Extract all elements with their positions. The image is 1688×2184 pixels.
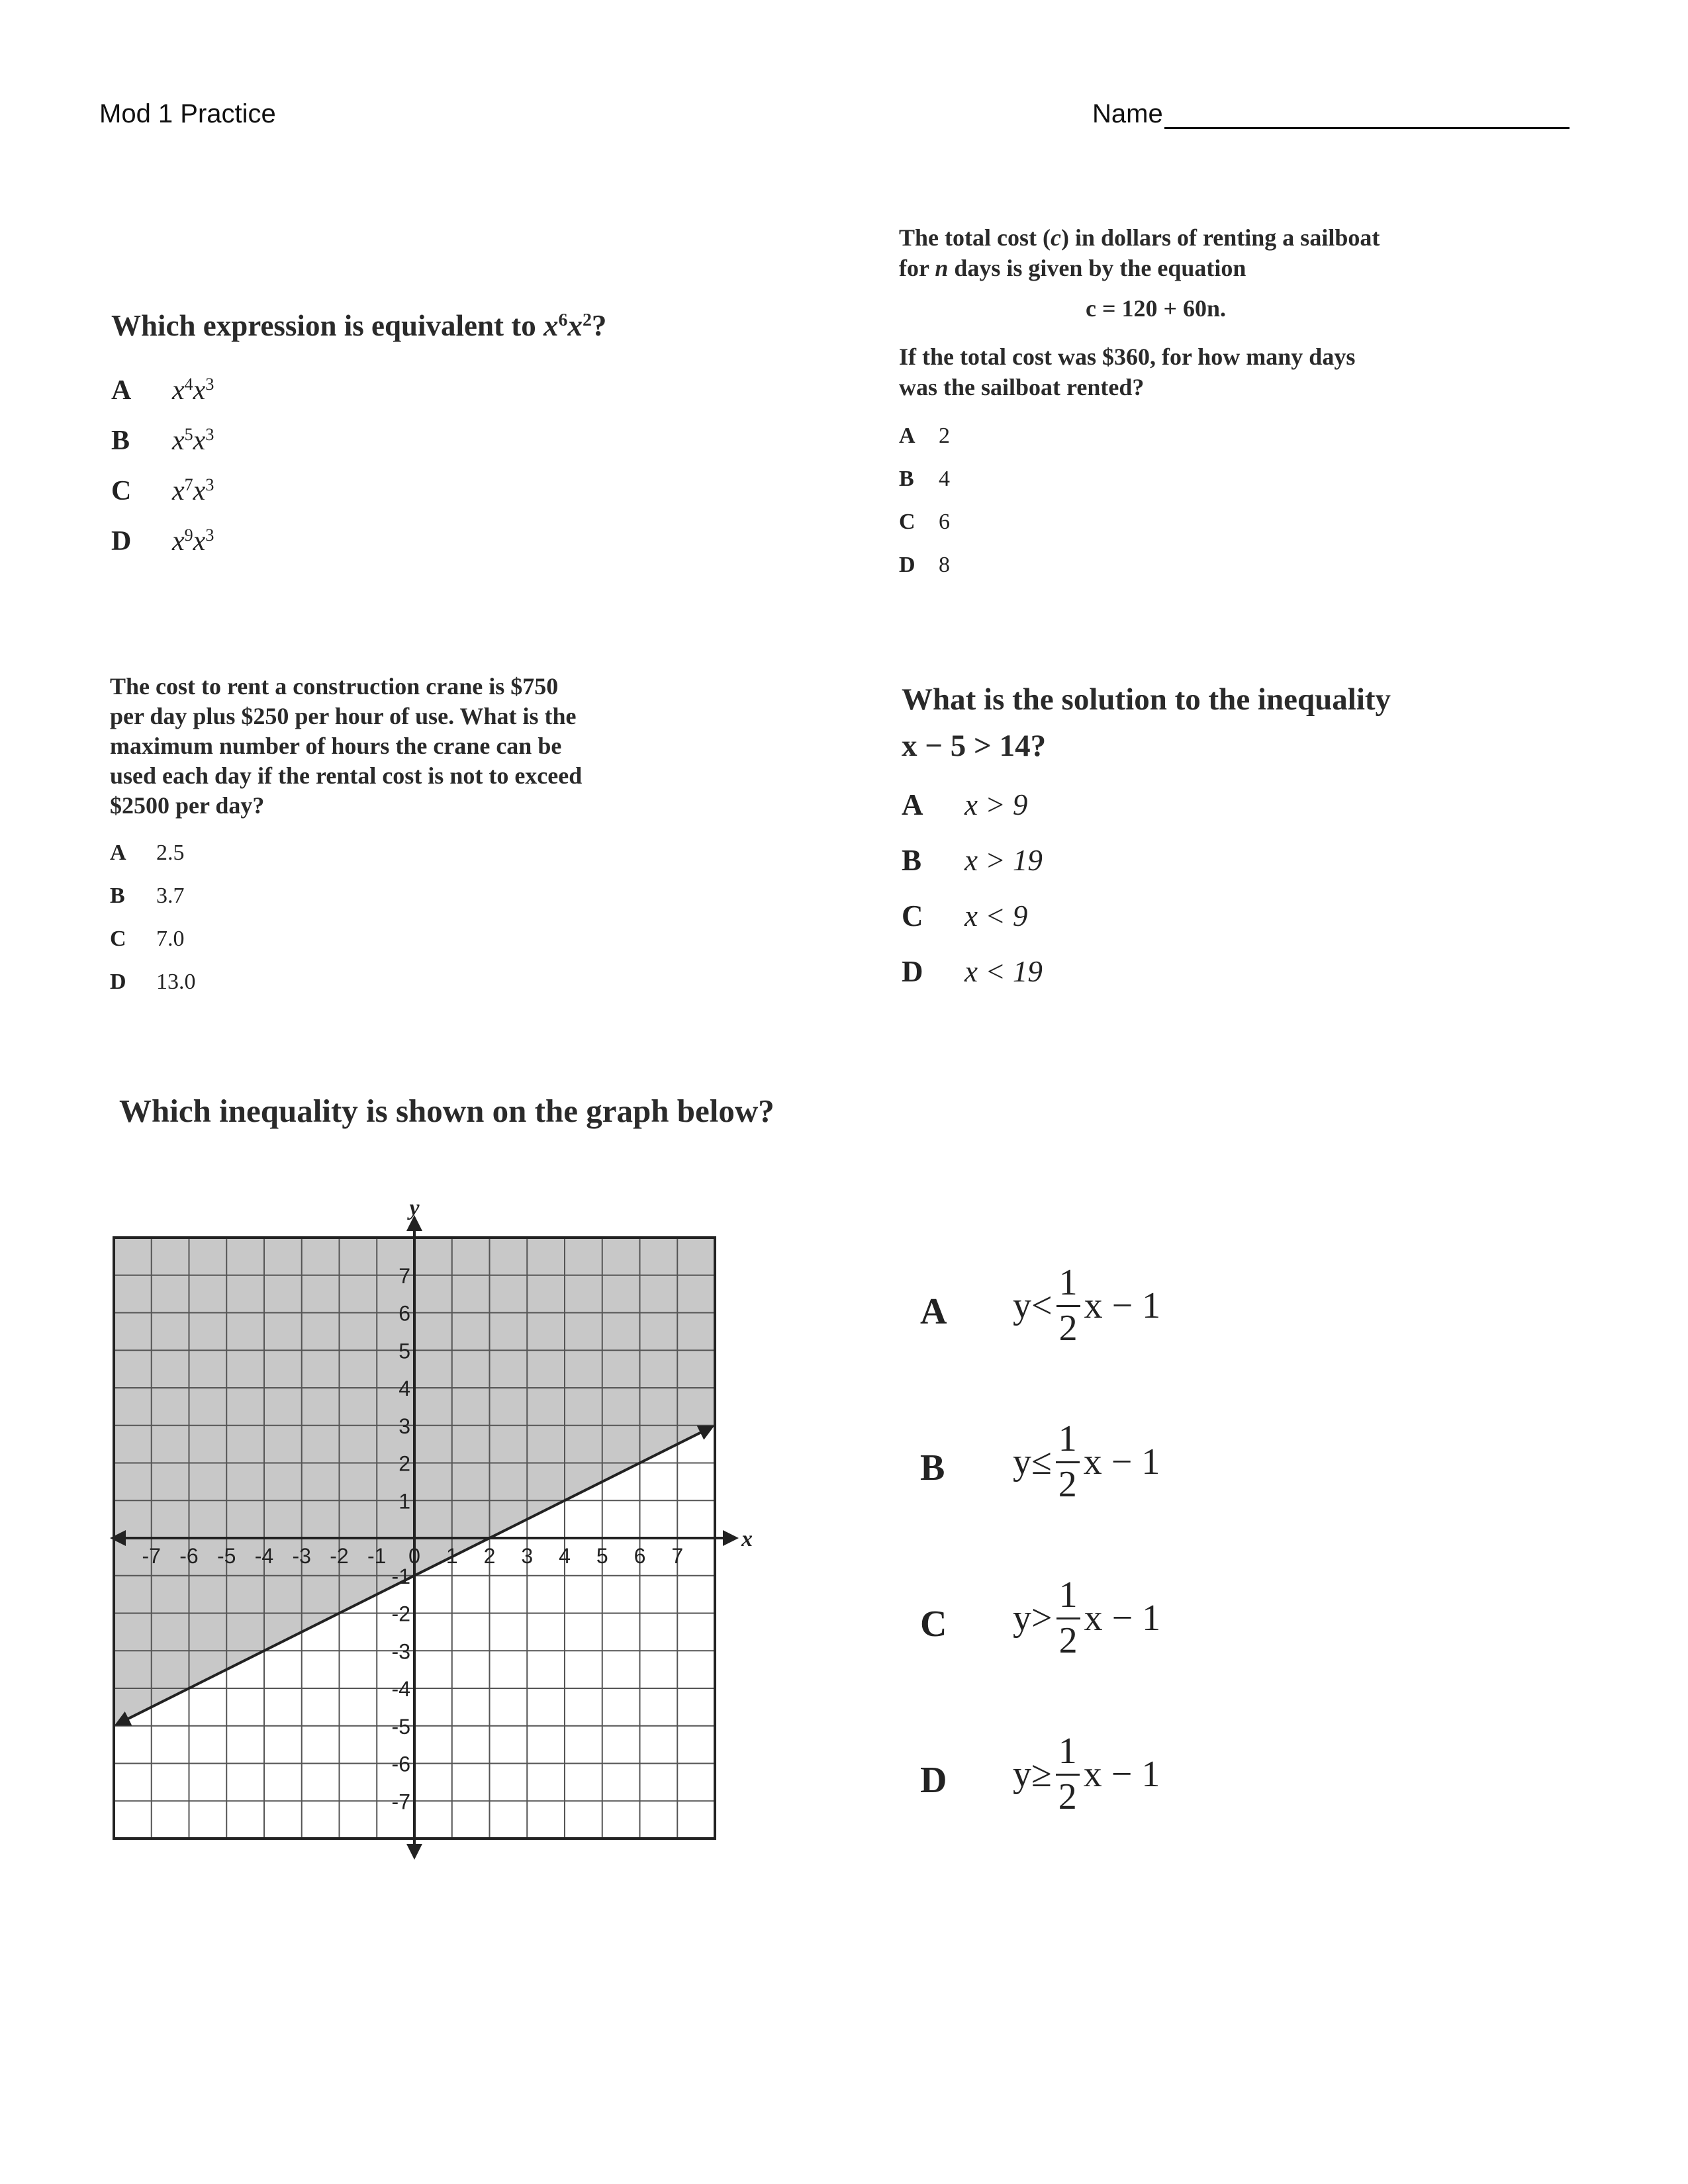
y-tick-label: -1 <box>391 1564 410 1588</box>
choice-letter: B <box>902 844 922 877</box>
question-2-options <box>899 424 950 596</box>
x-tick-label: -5 <box>217 1544 236 1568</box>
answer-choice[interactable] <box>920 1420 1160 1576</box>
answer-choice[interactable] <box>110 884 196 927</box>
answer-choice[interactable] <box>902 954 1043 1010</box>
choice-letter: D <box>920 1760 947 1801</box>
x-tick-label: 0 <box>408 1544 420 1568</box>
choice-letter: B <box>110 884 125 908</box>
choice-expression: $x^9x^3$ <box>172 525 214 557</box>
y-tick-label: -4 <box>391 1677 410 1701</box>
fraction: $\frac{1}{2}$ <box>1056 1420 1080 1503</box>
choice-value: 4 <box>939 467 950 491</box>
answer-choice[interactable] <box>902 788 1043 843</box>
x-tick-label: 7 <box>671 1544 684 1568</box>
stem-line: maximum number of hours the crane can be <box>110 733 562 759</box>
choice-inequality: y> $\frac{1}{2}$ x − 1 <box>1013 1574 1161 1661</box>
stem-line: per day plus $250 per hour of use. What is the <box>110 703 577 729</box>
choice-letter: C <box>902 899 923 933</box>
choice-expression: $x^7x^3$ <box>172 475 214 506</box>
choice-inequality: y< $\frac{1}{2}$ x − 1 <box>1013 1262 1161 1349</box>
question-4-options <box>902 788 1043 1010</box>
answer-choice[interactable] <box>111 375 214 425</box>
answer-choice[interactable] <box>899 424 950 467</box>
y-tick-label: 2 <box>399 1451 410 1476</box>
answer-choice[interactable] <box>902 899 1043 954</box>
choice-value: x > 9 <box>964 788 1028 821</box>
y-tick-label: 4 <box>399 1377 410 1400</box>
choice-letter: C <box>899 510 915 534</box>
y-tick-label: -5 <box>391 1714 410 1739</box>
choice-letter: D <box>902 955 923 988</box>
y-tick-label: -3 <box>391 1639 410 1664</box>
y-tick-label: -7 <box>391 1790 410 1814</box>
choice-letter: A <box>110 841 126 865</box>
choice-value: 2 <box>939 424 950 448</box>
question-1-options <box>111 375 214 576</box>
question-1 <box>111 308 839 343</box>
choice-value: x < 19 <box>964 955 1043 988</box>
name-label: Name <box>1092 99 1163 128</box>
answer-choice[interactable] <box>920 1733 1160 1889</box>
choice-expression: $x^5x^3$ <box>172 424 214 456</box>
choice-letter: A <box>920 1291 947 1332</box>
x-tick-label: 6 <box>633 1544 646 1568</box>
choice-value: 8 <box>939 553 950 577</box>
x-tick-label: -7 <box>142 1544 161 1568</box>
y-axis-label: y <box>409 1196 420 1220</box>
question-3-options <box>110 841 196 1013</box>
name-blank-line[interactable] <box>1164 101 1570 129</box>
y-tick-label: -2 <box>391 1602 410 1626</box>
y-tick-label: 1 <box>399 1489 410 1514</box>
answer-choice[interactable] <box>111 475 214 525</box>
choice-letter: A <box>902 788 923 821</box>
answer-choice[interactable] <box>111 425 214 475</box>
choice-inequality: y≤ $\frac{1}{2}$ x − 1 <box>1013 1418 1160 1505</box>
y-tick-label: 5 <box>399 1339 410 1363</box>
choice-letter: C <box>110 927 126 951</box>
choice-letter: A <box>111 375 132 406</box>
fraction: $\frac{1}{2}$ <box>1056 1733 1080 1815</box>
x-tick-label: 1 <box>445 1544 458 1568</box>
x-tick-label: -2 <box>330 1544 349 1568</box>
x-tick-label: -1 <box>367 1544 387 1568</box>
question-3-stem <box>110 672 706 821</box>
x-tick-label: -4 <box>254 1544 274 1568</box>
y-tick-label: 7 <box>399 1263 410 1288</box>
question-5-options <box>920 1264 1160 1889</box>
question-4-stem: What is the solution to the inequality x − 5 > 14? <box>902 682 1391 763</box>
x-tick-label: 2 <box>483 1544 496 1568</box>
x-axis-label: x <box>741 1527 753 1551</box>
answer-choice[interactable] <box>920 1264 1160 1420</box>
name-field[interactable] <box>1092 99 1570 129</box>
answer-choice[interactable] <box>899 553 950 596</box>
stem-line: used each day if the rental cost is not to exceed <box>110 762 583 789</box>
choice-value: x < 9 <box>964 899 1028 933</box>
answer-choice[interactable] <box>899 467 950 510</box>
x-tick-label: 5 <box>596 1544 608 1568</box>
x-tick-label: -6 <box>179 1544 199 1568</box>
choice-expression: $x^4x^3$ <box>172 374 214 406</box>
coordinate-graph <box>99 1185 755 1860</box>
choice-inequality: y≥ $\frac{1}{2}$ x − 1 <box>1013 1731 1160 1817</box>
answer-choice[interactable] <box>902 843 1043 899</box>
worksheet-title: Mod 1 Practice <box>99 99 276 128</box>
y-tick-label: 3 <box>399 1414 410 1438</box>
question-2-stem: The total cost (c) in dollars of renting a sailboat for n days is given by the equation <box>899 224 1380 281</box>
answer-choice[interactable] <box>110 841 196 884</box>
choice-letter: C <box>920 1604 947 1645</box>
choice-letter: B <box>899 467 914 491</box>
answer-choice[interactable] <box>110 970 196 1013</box>
question-1-stem: Which expression is equivalent to $x^6x^2$? <box>111 309 607 342</box>
choice-letter: C <box>111 476 132 506</box>
stem-line: The cost to rent a construction crane is $750 <box>110 673 559 700</box>
fraction: $\frac{1}{2}$ <box>1056 1264 1080 1347</box>
answer-choice[interactable] <box>920 1576 1160 1733</box>
choice-value: x > 19 <box>964 844 1043 877</box>
x-tick-label: 4 <box>559 1544 571 1568</box>
x-tick-label: 3 <box>521 1544 534 1568</box>
answer-choice[interactable] <box>111 525 214 576</box>
choice-value: 2.5 <box>156 841 185 865</box>
y-tick-label: -6 <box>391 1752 410 1776</box>
fraction: $\frac{1}{2}$ <box>1056 1576 1080 1659</box>
answer-choice[interactable] <box>899 510 950 553</box>
question-2-question: If the total cost was $360, for how many days was the sailboat rented? <box>899 343 1356 400</box>
choice-value: 3.7 <box>156 884 185 908</box>
x-tick-label: -3 <box>292 1544 311 1568</box>
question-2-equation: c = 120 + 60n. <box>1086 295 1227 322</box>
y-tick-label: 6 <box>399 1301 410 1326</box>
choice-letter: D <box>110 970 126 994</box>
choice-letter: B <box>111 426 130 456</box>
choice-letter: D <box>899 553 915 577</box>
choice-value: 6 <box>939 510 950 534</box>
choice-letter: D <box>111 526 132 557</box>
question-5-stem: Which inequality is shown on the graph below? <box>119 1093 774 1129</box>
choice-value: 13.0 <box>156 970 196 994</box>
stem-line: $2500 per day? <box>110 792 265 819</box>
choice-value: 7.0 <box>156 927 185 951</box>
answer-choice[interactable] <box>110 927 196 970</box>
choice-letter: B <box>920 1447 945 1488</box>
choice-letter: A <box>899 424 915 448</box>
